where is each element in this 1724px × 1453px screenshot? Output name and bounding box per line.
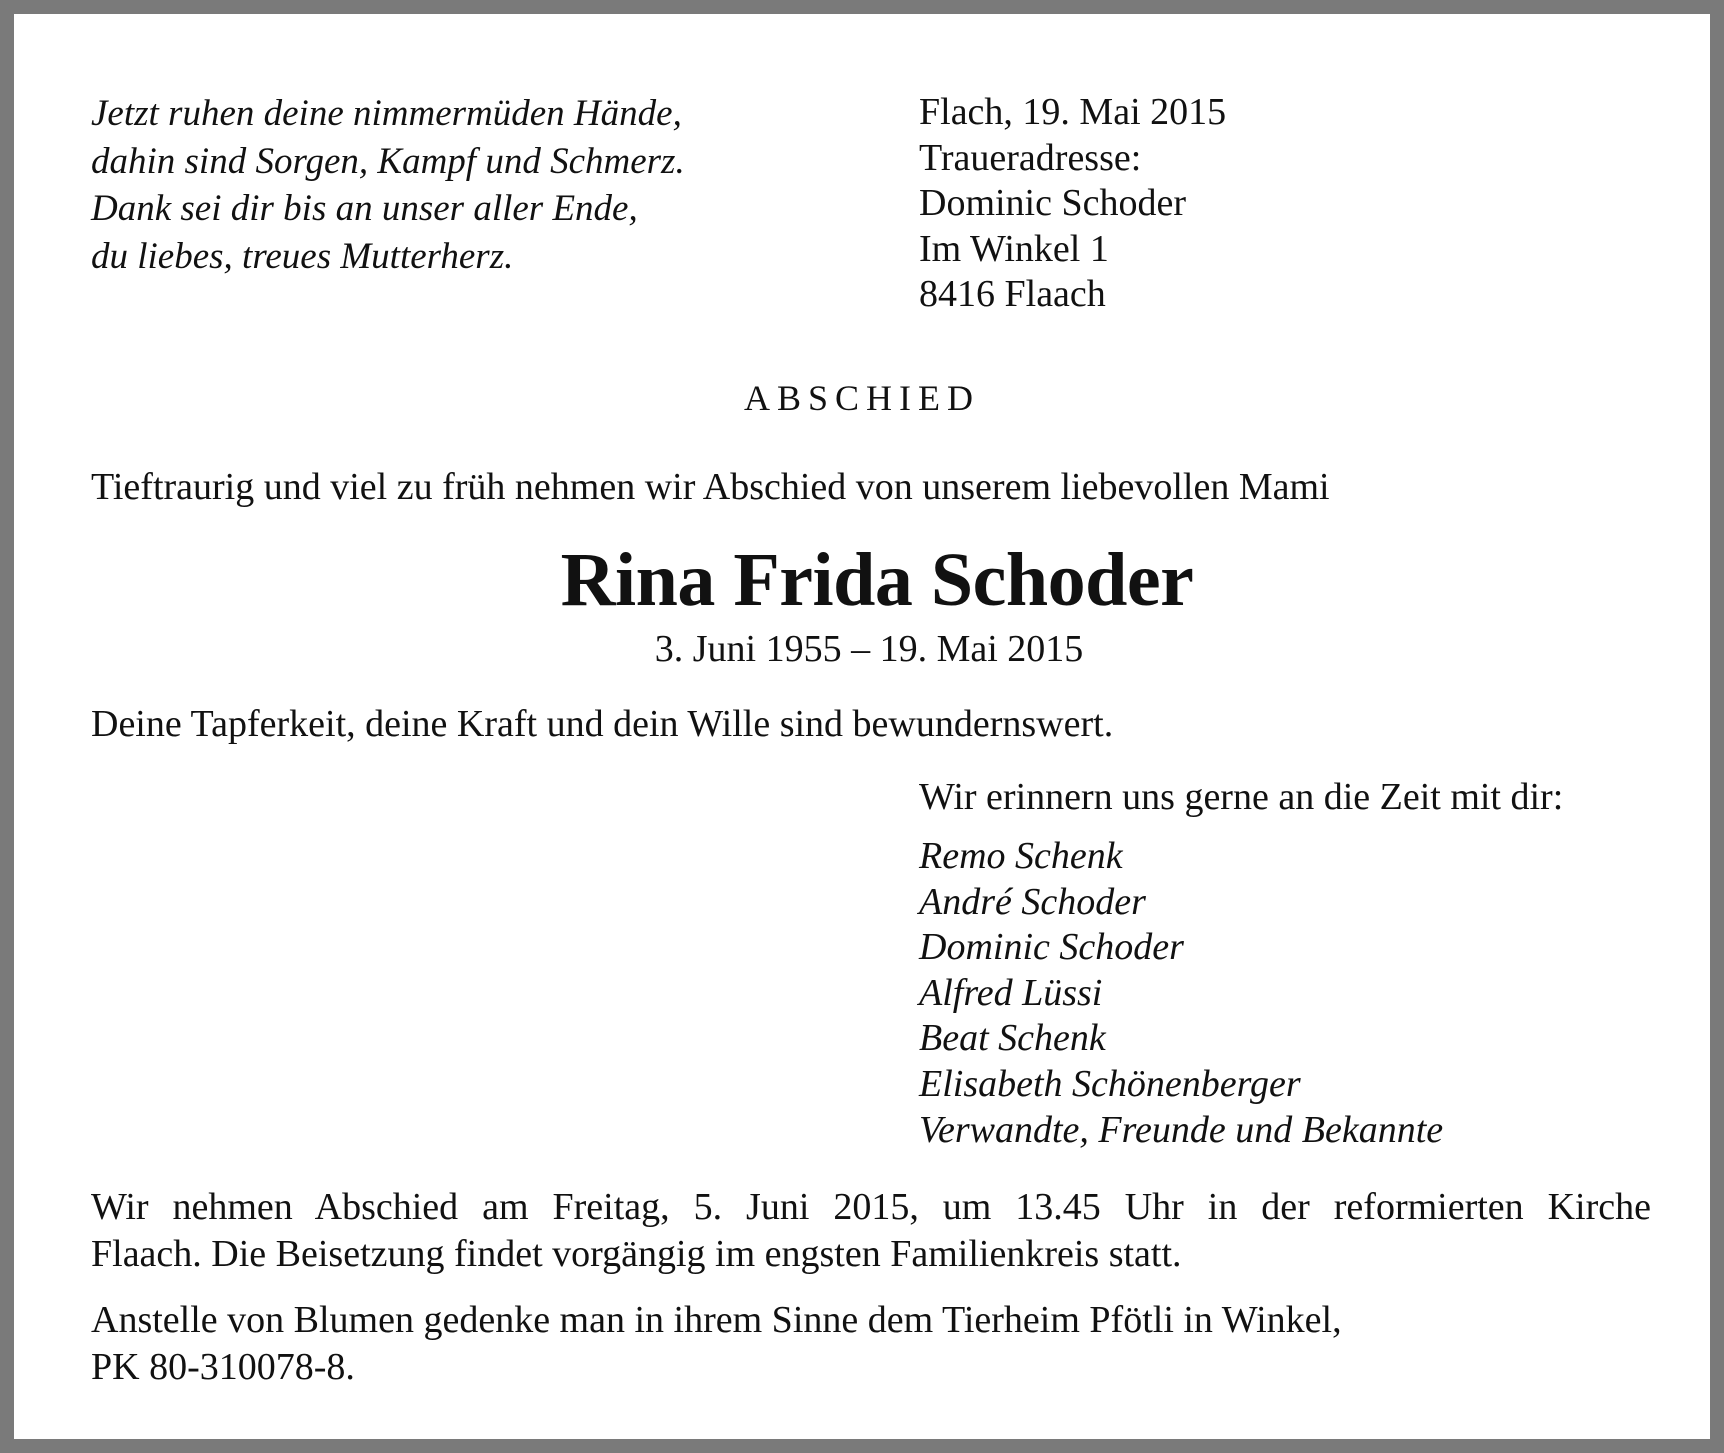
verse-line: dahin sind Sorgen, Kampf und Schmerz. xyxy=(91,140,685,182)
verse-line: du liebes, treues Mutterherz. xyxy=(91,235,514,277)
memorial-verse xyxy=(91,90,685,280)
mourner-name: Verwandte, Freunde und Bekannte xyxy=(919,1108,1444,1151)
farewell-heading: ABSCHIED xyxy=(743,378,981,418)
deceased-name: Rina Frida Schoder xyxy=(560,538,1194,622)
mourner-name: Dominic Schoder xyxy=(919,926,1184,969)
place-date: Flach, 19. Mai 2015 xyxy=(919,91,1227,133)
verse-line: Dank sei dir bis an unser aller Ende, xyxy=(91,188,638,229)
service-info xyxy=(91,1184,1651,1278)
address-name: Dominic Schoder xyxy=(919,182,1187,224)
mourners-list xyxy=(919,834,1443,1153)
remembrance-text: Wir erinnern uns gerne an die Zeit mit dir: xyxy=(919,776,1564,818)
mourner-name: Alfred Lüssi xyxy=(919,971,1103,1014)
intro-text: Tieftraurig und viel zu früh nehmen wir Abschied von unserem liebevollen Mami xyxy=(91,466,1330,508)
donation-account: PK 80-310078-8. xyxy=(91,1346,355,1388)
verse-line: Jetzt ruhen deine nimmermüden Hände, xyxy=(91,93,682,134)
address-street: Im Winkel 1 xyxy=(919,227,1109,270)
obituary-page xyxy=(14,14,1710,1439)
mourner-name: Elisabeth Schönenberger xyxy=(919,1062,1301,1105)
tribute-text: Deine Tapferkeit, deine Kraft und dein Wille sind bewundernswert. xyxy=(91,703,1114,745)
mourning-address xyxy=(919,90,1226,318)
life-dates: 3. Juni 1955 – 19. Mai 2015 xyxy=(654,628,1084,670)
donation-note xyxy=(91,1297,1342,1391)
address-city: 8416 Flaach xyxy=(919,273,1106,315)
mourner-name: André Schoder xyxy=(919,880,1146,923)
address-label: Traueradresse: xyxy=(919,136,1142,179)
service-line: Wir nehmen Abschied am Freitag, 5. Juni 2015, um 13.45 Uhr in der reformierten Kirche xyxy=(91,1186,1651,1228)
donation-line: Anstelle von Blumen gedenke man in ihrem Sinne dem Tierheim Pfötli in Winkel, xyxy=(91,1299,1342,1341)
mourner-name: Remo Schenk xyxy=(919,835,1123,877)
service-line: Flaach. Die Beisetzung findet vorgängig im engsten Familienkreis statt. xyxy=(91,1233,1182,1275)
mourner-name: Beat Schenk xyxy=(919,1017,1106,1060)
